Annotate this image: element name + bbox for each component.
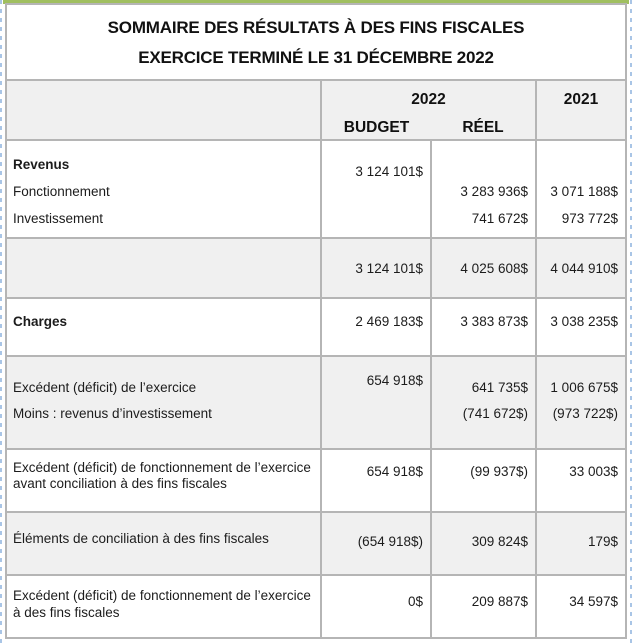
section-revenus [7,141,625,239]
column-header-reel: RÉEL [462,119,504,136]
investissement-reel-value: 741 672$ [471,211,528,226]
revenus-heading: Revenus [13,157,70,172]
revenus-reel-values [432,141,537,237]
total-revenus-budget-value: 3 124 101$ [322,239,432,297]
header-empty-cell [7,81,322,139]
avant-conciliation-reel-value: (99 937$) [432,450,537,511]
total-revenus-2021-value: 4 044 910$ [550,261,618,276]
revenus-2021-values [537,141,625,237]
header-year-2021: 2021 [563,91,599,108]
final-fiscal-budget-value: 0$ [322,576,432,637]
revenus-budget-value: 3 124 101$ [322,141,432,237]
avant-conciliation-budget-value: 654 918$ [322,450,432,511]
charges-reel-value: 3 383 873$ [432,299,537,355]
elements-conciliation-reel-value: 309 824$ [432,513,537,574]
label-investissement: Investissement [13,211,104,226]
moins-investissement-2021-value: (973 722$) [552,406,618,421]
revenus-labels [7,141,322,237]
moins-investissement-reel-value: (741 672$) [462,406,528,421]
column-header-budget: BUDGET [343,119,410,136]
excedent-exercice-reel-values [432,357,537,448]
column-header-row [7,81,625,141]
excedent-exercice-2021-value: 1 006 675$ [550,380,618,395]
label-excedent-exercice: Excédent (déficit) de l’exercice [13,380,197,395]
page-boundary-guide-left [0,0,2,644]
total-revenus-empty-label [7,239,322,297]
label-charges: Charges [7,299,322,355]
fonctionnement-2021-value: 3 071 188$ [550,184,618,199]
header-year-2022: 2022 [411,91,446,108]
row-total-revenus [7,239,625,299]
elements-conciliation-budget-value: (654 918$) [322,513,432,574]
charges-budget-value: 2 469 183$ [322,299,432,355]
label-elements-conciliation: Éléments de conciliation à des fins fiscales [7,513,322,574]
elements-conciliation-2021-value: 179$ [587,534,618,549]
table-title-row [7,5,625,81]
charges-2021-value: 3 038 235$ [550,314,618,329]
label-excedent-avant-conciliation: Excédent (déficit) de fonctionnement de l’exercice avant conciliation à des fins fiscales [7,450,322,511]
header-year-2022-group [322,81,537,139]
fonctionnement-reel-value: 3 283 936$ [460,184,528,199]
excedent-exercice-2021-values [537,357,625,448]
page-title-line1: SOMMAIRE DES RÉSULTATS À DES FINS FISCALES [107,18,525,37]
excedent-exercice-labels [7,357,322,448]
section-excedent-exercice [7,357,625,450]
total-revenus-reel-value: 4 025 608$ [432,239,537,297]
row-excedent-avant-conciliation [7,450,625,513]
final-fiscal-reel-value: 209 887$ [432,576,537,637]
row-excedent-fins-fiscales [7,576,625,637]
avant-conciliation-2021-value: 33 003$ [569,464,618,479]
row-charges [7,299,625,357]
label-fonctionnement: Fonctionnement [13,184,110,199]
excedent-exercice-reel-value: 641 735$ [471,380,528,395]
final-fiscal-2021-value: 34 597$ [569,594,618,609]
fiscal-summary-table [5,3,627,639]
page-title-line2: EXERCICE TERMINÉ LE 31 DÉCEMBRE 2022 [138,48,494,67]
row-elements-conciliation [7,513,625,576]
label-moins-revenus-investissement: Moins : revenus d’investissement [13,406,212,421]
investissement-2021-value: 973 772$ [561,211,618,226]
excedent-exercice-budget-value: 654 918$ [322,357,432,448]
label-excedent-fins-fiscales: Excédent (déficit) de fonctionnement de l’exercice à des fins fiscales [7,576,322,637]
